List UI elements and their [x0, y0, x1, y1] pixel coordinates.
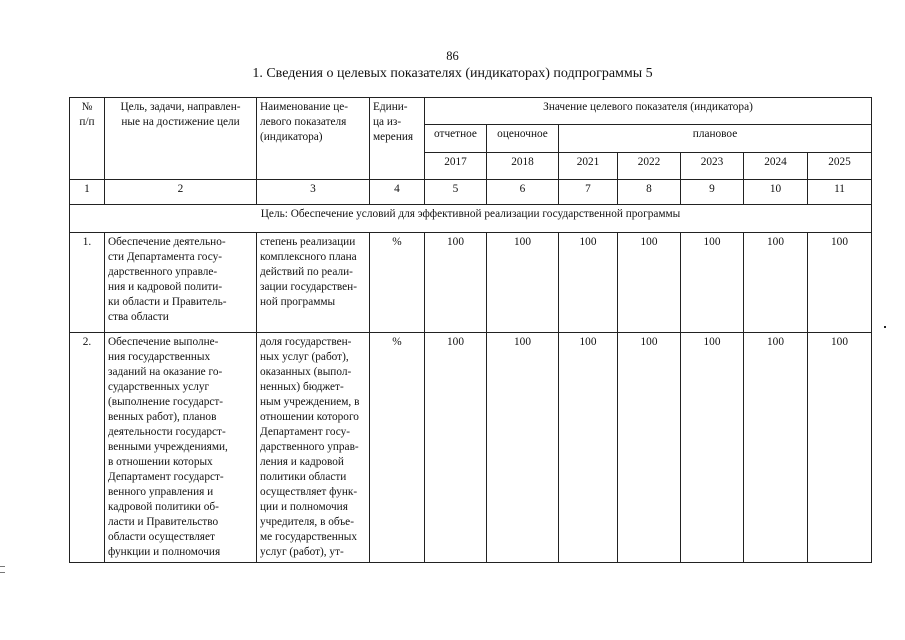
- page-number: 86: [446, 49, 459, 63]
- row-number: 1.: [70, 233, 105, 333]
- row-task: Обеспечение деятельно- сти Департамента госу- дарственного управле- ния и кадровой полити- ки области и Правитель- ства области: [105, 233, 257, 333]
- column-number: 9: [681, 180, 744, 205]
- header-reported: отчетное: [425, 125, 487, 153]
- header-value-group: Значение целевого показателя (индикатора): [425, 98, 872, 125]
- document-title: 1. Сведения о целевых показателях (индикаторах) подпрограммы 5: [252, 66, 653, 81]
- indicators-table: [69, 97, 872, 563]
- column-numbers-row: [70, 180, 872, 205]
- row-value: 100: [808, 333, 872, 563]
- table-row: [70, 233, 872, 333]
- header-number: № п/п: [70, 98, 105, 180]
- column-number: 1: [70, 180, 105, 205]
- row-value: 100: [425, 233, 487, 333]
- header-year: 2017: [425, 153, 487, 180]
- row-value: 100: [487, 233, 559, 333]
- header-year: 2018: [487, 153, 559, 180]
- header-goal: Цель, задачи, направлен- ные на достижение цели: [105, 98, 257, 180]
- row-indicator: доля государствен- ных услуг (работ), оказанных (выпол- ненных) бюджет- ным учреждением, в отношении которого Департамент госу- дарственного управ- ления и кадровой политики области осуществляет функ- ции и полномочия учредителя, в объе- ме государственных услуг (работ), ут-: [257, 333, 370, 563]
- row-task: Обеспечение выполне- ния государственных заданий на оказание го- сударственных услуг (выполнение государст- венных работ), планов деятельности государст- венными учреждениями, в отношении которых Департамент государст- венного управления и кадровой политики об- ласти и Правительство области осуществляет функции и полномочия: [105, 333, 257, 563]
- header-planned: плановое: [559, 125, 872, 153]
- column-number: 8: [618, 180, 681, 205]
- header-year: 2021: [559, 153, 618, 180]
- column-number: 6: [487, 180, 559, 205]
- row-value: 100: [681, 233, 744, 333]
- header-year: 2024: [744, 153, 808, 180]
- scan-mark: [0, 572, 5, 573]
- header-estimated: оценочное: [487, 125, 559, 153]
- row-value: 100: [808, 233, 872, 333]
- column-number: 5: [425, 180, 487, 205]
- row-unit: %: [370, 233, 425, 333]
- column-number: 4: [370, 180, 425, 205]
- header-year: 2025: [808, 153, 872, 180]
- column-number: 3: [257, 180, 370, 205]
- row-number: 2.: [70, 333, 105, 563]
- header-indicator-name: Наименование це- левого показателя (индикатора): [257, 98, 370, 180]
- header-year: 2022: [618, 153, 681, 180]
- row-unit: %: [370, 333, 425, 563]
- column-number: 7: [559, 180, 618, 205]
- row-indicator: степень реализации комплексного плана действий по реали- зации государствен- ной программы: [257, 233, 370, 333]
- column-number: 10: [744, 180, 808, 205]
- header-unit: Едини- ца из- мерения: [370, 98, 425, 180]
- column-number: 11: [808, 180, 872, 205]
- table-row: [70, 333, 872, 563]
- row-value: 100: [744, 333, 808, 563]
- column-number: 2: [105, 180, 257, 205]
- row-value: 100: [681, 333, 744, 563]
- goal-row: Цель: Обеспечение условий для эффективной реализации государственной программы: [70, 205, 872, 233]
- row-value: 100: [425, 333, 487, 563]
- row-value: 100: [559, 233, 618, 333]
- header-year: 2023: [681, 153, 744, 180]
- scan-mark: [0, 566, 5, 567]
- row-value: 100: [618, 333, 681, 563]
- scan-dot: [884, 326, 886, 328]
- row-value: 100: [487, 333, 559, 563]
- row-value: 100: [559, 333, 618, 563]
- row-value: 100: [744, 233, 808, 333]
- row-value: 100: [618, 233, 681, 333]
